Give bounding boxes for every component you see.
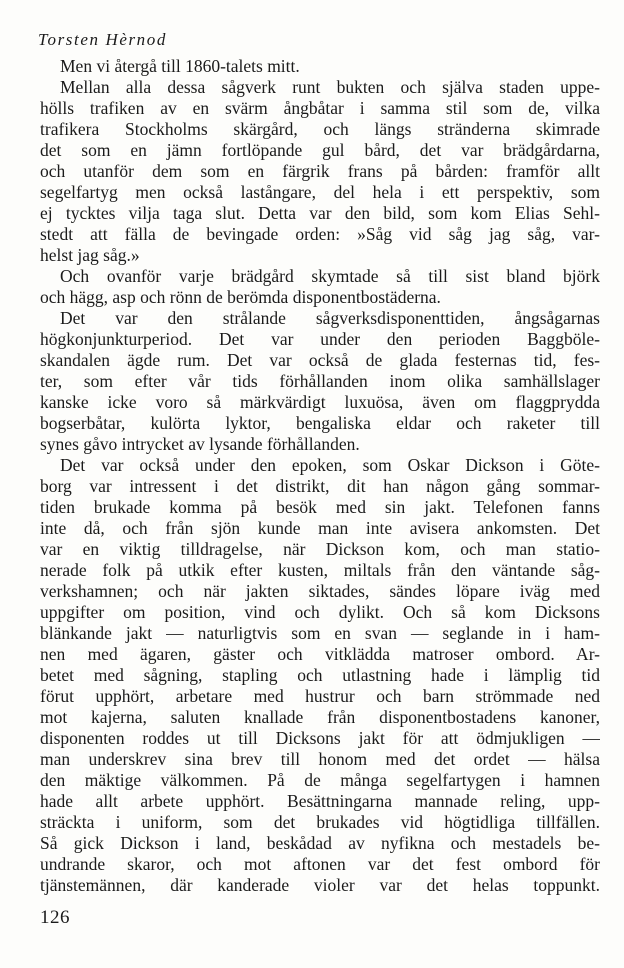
- paragraph: [40, 77, 600, 266]
- text-line: stedt att fälla de bevingade orden: »Såg vid såg jag såg, var-: [40, 224, 600, 244]
- text-line: segelfartyg men också lastångare, del hela i ett perspektiv, som: [40, 182, 600, 202]
- text-line: inte då, och från sjön kunde man inte avisera ankomsten. Det: [40, 518, 600, 538]
- text-line: nen med ägaren, gäster och vitklädda matroser ombord. Ar-: [40, 644, 600, 664]
- text-line: ej tycktes vilja taga slut. Detta var den bild, som kom Elias Sehl-: [40, 203, 600, 223]
- text-line: disponenten roddes ut till Dicksons jakt för att ödmjukligen —: [40, 728, 600, 748]
- text-line: helst jag såg.»: [40, 245, 140, 265]
- text-line: Det var den strålande sågverksdisponenttiden, ångsågarnas: [60, 308, 600, 328]
- text-line: blänkande jakt — naturligtvis som en svan — seglande in i ham-: [40, 623, 600, 643]
- text-line: trafikera Stockholms skärgård, och längs stränderna skimrade: [40, 119, 600, 139]
- text-line: sträckta i uniform, som det brukades vid högtidliga tillfällen.: [40, 812, 600, 832]
- text-line: var en viktig tilldragelse, när Dickson kom, och man statio-: [40, 539, 600, 559]
- text-line: och hägg, asp och rönn de berömda disponentbostäderna.: [40, 287, 441, 307]
- text-line: verkshamnen; och när jakten siktades, sändes löpare iväg med: [40, 581, 600, 601]
- text-line: kanske icke voro så märkvärdigt luxuösa, även om flaggprydda: [40, 392, 600, 412]
- running-head: Torsten Hèrnod: [38, 30, 167, 49]
- paragraph: [40, 266, 600, 308]
- text-line: betet med sågning, stapling och utlastning hade i lämplig tid: [40, 665, 600, 685]
- text-line: undrande skaror, och mot aftonen var det fest ombord för: [40, 854, 600, 874]
- body-text: [40, 56, 600, 896]
- text-line: och utanför dem som en färgrik frans på bården: framför allt: [40, 161, 600, 181]
- text-line: Mellan alla dessa sågverk runt bukten och själva staden uppe-: [60, 77, 600, 97]
- text-line: det som en jämn fortlöpande gul bård, det var brädgårdarna,: [40, 140, 600, 160]
- text-line: hölls trafiken av en svärm ångbåtar i samma stil som de, vilka: [40, 98, 600, 118]
- text-line: man underskrev sina brev till honom med det ordet — hälsa: [40, 749, 600, 769]
- text-line: uppgifter om position, vind och dylikt. Och så kom Dicksons: [40, 602, 600, 622]
- text-line: Men vi återgå till 1860-talets mitt.: [60, 56, 300, 76]
- text-line: nerade folk på utkik efter kusten, miltals från den väntande såg-: [40, 560, 600, 580]
- text-line: tiden brukade komma på besök med sin jakt. Telefonen fanns: [40, 497, 600, 517]
- text-line: mot kajerna, saluten knallade från disponentbostadens kanoner,: [40, 707, 600, 727]
- text-line: tjänstemännen, där kanderade violer var det helas toppunkt.: [40, 875, 600, 895]
- text-line: borg var intressent i det distrikt, dit han någon gång sommar-: [40, 476, 600, 496]
- paragraph: [40, 308, 600, 455]
- text-line: högkonjunkturperiod. Det var under den perioden Baggböle-: [40, 329, 600, 349]
- text-line: skandalen ägde rum. Det var också de glada festernas tid, fes-: [40, 350, 600, 370]
- text-line: bogserbåtar, kulörta lyktor, bengaliska eldar och raketer till: [40, 413, 600, 433]
- text-line: Det var också under den epoken, som Oskar Dickson i Göte-: [60, 455, 600, 475]
- paragraph: [40, 455, 600, 896]
- paragraph: [40, 56, 600, 77]
- text-line: Och ovanför varje brädgård skymtade så till sist bland björk: [60, 266, 600, 286]
- text-line: hade allt arbete upphört. Besättningarna mannade reling, upp-: [40, 791, 600, 811]
- text-line: den mäktige välkommen. På de många segelfartygen i hamnen: [40, 770, 600, 790]
- text-line: synes gåvo intrycket av lysande förhållanden.: [40, 434, 360, 454]
- text-line: ter, som efter vår tids förhållanden inom olika samhällslager: [40, 371, 600, 391]
- text-line: Så gick Dickson i land, beskådad av nyfikna och mestadels be-: [40, 833, 600, 853]
- page-number: 126: [40, 907, 70, 928]
- text-line: förut upphört, arbetare med hustrur och barn strömmade ned: [40, 686, 600, 706]
